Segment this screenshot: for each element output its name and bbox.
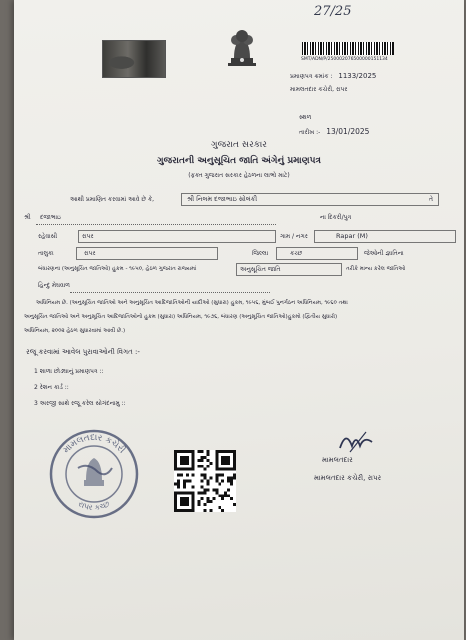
document-item: 1 શાળા છોડ્યાનું પ્રમાણપત્ર :: bbox=[34, 368, 104, 375]
district-label: જિલ્લા bbox=[252, 250, 269, 257]
village-label: ગામ / નગર bbox=[280, 233, 308, 240]
cert-number-label: પ્રમાણપત્ર ક્રમાંક : bbox=[290, 73, 333, 80]
documents-heading: રજૂ કરવામાં આવેલ પુરાવાઓની વિગત :- bbox=[26, 348, 140, 356]
para-line-2: અનુસૂચિત જાતિઓ અને અનુસૂચિત આદિજાતિઓનો હુકમ (સુધારા) અધિનિયમ, ૧૯૭૬, બંધારણ (અનુસૂચિત જાતિઓ)હુકમો (દ્વિતીય સુધારો) bbox=[24, 314, 338, 320]
handwritten-number: 27/25 bbox=[314, 4, 352, 19]
signatory-title: મામલતદાર bbox=[322, 456, 353, 464]
issue-date: 13/01/2025 bbox=[326, 127, 370, 136]
person-name: શ્રી નિલમ દજાભાઇ સોલંકી bbox=[187, 195, 258, 203]
gov-title: ગુજરાત સરકાર bbox=[211, 140, 267, 150]
document-item: 2 રેશન કાર્ડ :: bbox=[34, 384, 69, 391]
issuing-office: મામલતદાર કચેરી, રાપર bbox=[290, 86, 348, 93]
date-label: તારીખ :- bbox=[299, 129, 321, 136]
district-value: કચ્છ bbox=[290, 250, 303, 257]
taluka-value: રાપર bbox=[84, 250, 96, 257]
cert-number: 1133/2025 bbox=[338, 72, 377, 80]
caste-pre-text: જેઓની જ્ઞાતિના bbox=[364, 250, 404, 257]
svg-text:રાપર કચ્છ bbox=[77, 499, 111, 512]
relation-text: ના દિકરી/પુત્ર bbox=[320, 214, 352, 221]
resident-label: રહેવાસી bbox=[38, 233, 58, 240]
resident-box bbox=[78, 230, 276, 243]
date-row bbox=[299, 127, 369, 137]
place-label: સ્થળ bbox=[299, 114, 312, 121]
document-item: 3 અરજી સાથે રજૂ કરેલ સોગંદનામુ :: bbox=[34, 400, 126, 407]
page-subtitle: (ફક્ત ગુજરાત સરકાર હેઠળના લાભો માટે) bbox=[188, 172, 290, 179]
applicant-photo bbox=[102, 40, 166, 78]
resident-value: રાપર bbox=[82, 233, 94, 240]
office-seal-icon bbox=[48, 428, 140, 520]
seal-top-text: મામલતદાર કચેરી bbox=[61, 432, 127, 456]
state-emblem-icon bbox=[222, 28, 262, 72]
certificate-page bbox=[14, 0, 464, 640]
certify-text: આથી પ્રમાણિત કરવામાં આવે છે કે, bbox=[70, 196, 155, 203]
district-box bbox=[276, 247, 358, 260]
father-name: દજાભાઇ bbox=[40, 214, 61, 221]
seal-bottom-text: રાપર કચ્છ bbox=[76, 499, 112, 513]
barcode bbox=[302, 42, 394, 55]
barcode-number: SMT/ADN/P/250002076500000151134 bbox=[301, 57, 388, 62]
te-text: તે bbox=[429, 196, 433, 203]
caste-category: અનુસૂચિત જાતિ bbox=[240, 266, 281, 273]
father-prefix: શ્રી bbox=[24, 214, 31, 221]
cert-number-row bbox=[290, 72, 376, 81]
taluka-label: તાલુકા bbox=[38, 250, 54, 257]
caste-name: હિન્દુ મેઘવાળ bbox=[38, 282, 70, 289]
page-title: ગુજરાતની અનુસૂચિત જાતિ અંગેનું પ્રમાણપત્ર bbox=[157, 156, 321, 166]
order-text: બંધારણના (અનુસૂચિત જાતિઓ) હુકમ - ૧૯૫૦, હેઠળ ગુજરાત રાજ્યમાં bbox=[38, 266, 197, 272]
para-line-1: અધિનિયમ છે. (અનુસૂચિત જાતિઓ અને અનુસૂચિત આદિજાતિઓની યાદીઓ (સુધારા) હુકમ, ૧૯૫૬, મુંબઈ પુનર્ગઠન અધિનિયમ, ૧૯૬૦ તથા bbox=[36, 300, 348, 306]
signature-icon bbox=[336, 428, 376, 456]
recognized-text: તરીકે માન્ય કરેલ જાતિઓ bbox=[346, 266, 406, 272]
village-value: Rapar (M) bbox=[336, 232, 368, 240]
taluka-box bbox=[76, 247, 218, 260]
qr-code[interactable] bbox=[174, 450, 236, 512]
para-line-3: અધિનિયમ, ૨૦૦૨ હેઠળ સુધારવામાં આવી છે.) bbox=[24, 328, 126, 334]
signatory-office: મામલતદાર કચેરી, રાપર bbox=[314, 474, 382, 482]
